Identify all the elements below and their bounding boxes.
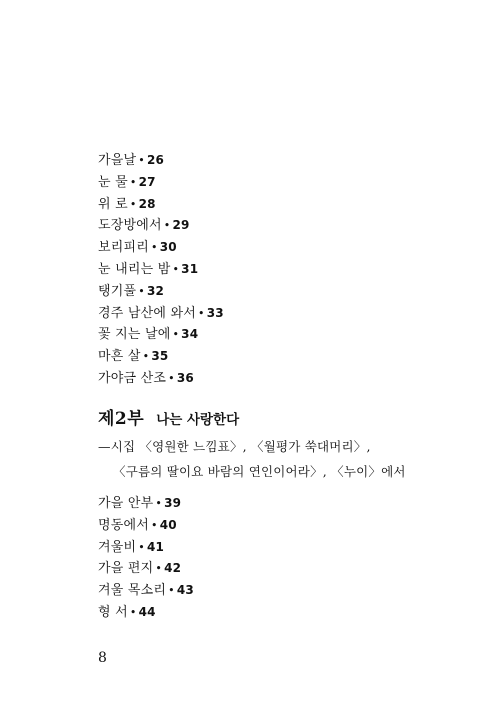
toc-separator: • [151,241,158,255]
toc-item-title: 도장방에서 [98,218,162,234]
toc-item-page: 30 [159,240,177,255]
toc-separator: • [197,306,205,320]
toc-separator: • [129,197,137,211]
toc-item-page: 33 [206,305,224,320]
toc-separator: • [155,562,163,576]
toc-separator: • [138,540,145,554]
toc-list-part2 [98,493,194,624]
toc-item-page: 32 [146,283,165,298]
toc-item [98,303,224,325]
toc-item [98,324,224,346]
toc-item-page: 31 [181,261,199,276]
toc-item [98,368,224,390]
toc-separator: • [168,584,175,598]
toc-item [98,194,224,216]
toc-item-page: 43 [176,583,194,598]
section-subtitle-line1: —시집 〈영원한 느낌표〉, 〈월평가 쑥대머리〉, [98,439,371,454]
toc-item-page: 42 [164,561,182,576]
toc-item-title: 보리피리 [98,240,150,256]
toc-item-title: 겨울비 [98,539,137,555]
toc-separator: • [172,328,180,342]
toc-item-page: 41 [146,539,165,554]
toc-separator: • [151,518,158,532]
toc-item-page: 44 [138,604,156,619]
toc-item-title: 탱기풀 [98,283,137,299]
toc-separator: • [155,497,163,510]
toc-item-title: 마흔 살 [98,349,141,365]
toc-item-title: 가을 안부 [98,496,154,511]
toc-item-title: 겨울 목소리 [98,583,167,599]
toc-separator: • [129,175,137,189]
toc-item-page: 40 [159,517,177,532]
toc-separator: • [129,605,137,619]
section-number: 제2부 [98,409,145,429]
toc-item [98,346,224,368]
toc-item-title: 눈 내리는 밤 [98,261,171,277]
toc-item-page: 26 [146,153,165,167]
toc-item [98,172,224,194]
toc-item-title: 가을 편지 [98,561,154,577]
toc-separator: • [138,284,145,298]
toc-item-title: 경주 남산에 와서 [98,305,196,321]
toc-item-title: 명동에서 [98,517,150,533]
toc-item-title: 가을날 [98,153,137,168]
toc-item-page: 28 [138,196,156,211]
toc-separator: • [163,219,171,233]
toc-item [98,602,194,624]
toc-item-page: 39 [164,496,182,510]
toc-item-page: 36 [176,370,194,385]
toc-item [98,150,224,172]
section-subtitle-line2: 〈구름의 딸이요 바람의 연인이어라〉, 〈누이〉에서 [113,464,406,479]
toc-item [98,515,194,537]
toc-separator: • [138,154,145,167]
toc-separator: • [142,350,150,364]
toc-item [98,237,224,259]
toc-item [98,259,224,281]
toc-item [98,558,194,580]
toc-item-page: 27 [138,174,156,189]
toc-item-title: 가야금 산조 [98,370,167,386]
toc-item-title: 형 서 [98,604,128,620]
page-number: 8 [98,650,107,666]
toc-item [98,281,224,303]
toc-item-page: 34 [181,327,199,342]
section-title: 나는 사랑한다 [156,412,240,428]
toc-item [98,580,194,602]
toc-item-title: 눈 물 [98,174,128,190]
toc-item-page: 35 [151,349,169,364]
toc-item [98,493,194,515]
toc-item [98,537,194,559]
section-heading [98,404,239,429]
toc-separator: • [168,371,175,385]
toc-item [98,215,224,237]
toc-item-page: 29 [172,218,190,233]
toc-list-part1 [98,150,224,390]
toc-separator: • [172,262,180,276]
toc-item-title: 꽃 지는 날에 [98,327,171,343]
toc-item-title: 위 로 [98,196,128,212]
